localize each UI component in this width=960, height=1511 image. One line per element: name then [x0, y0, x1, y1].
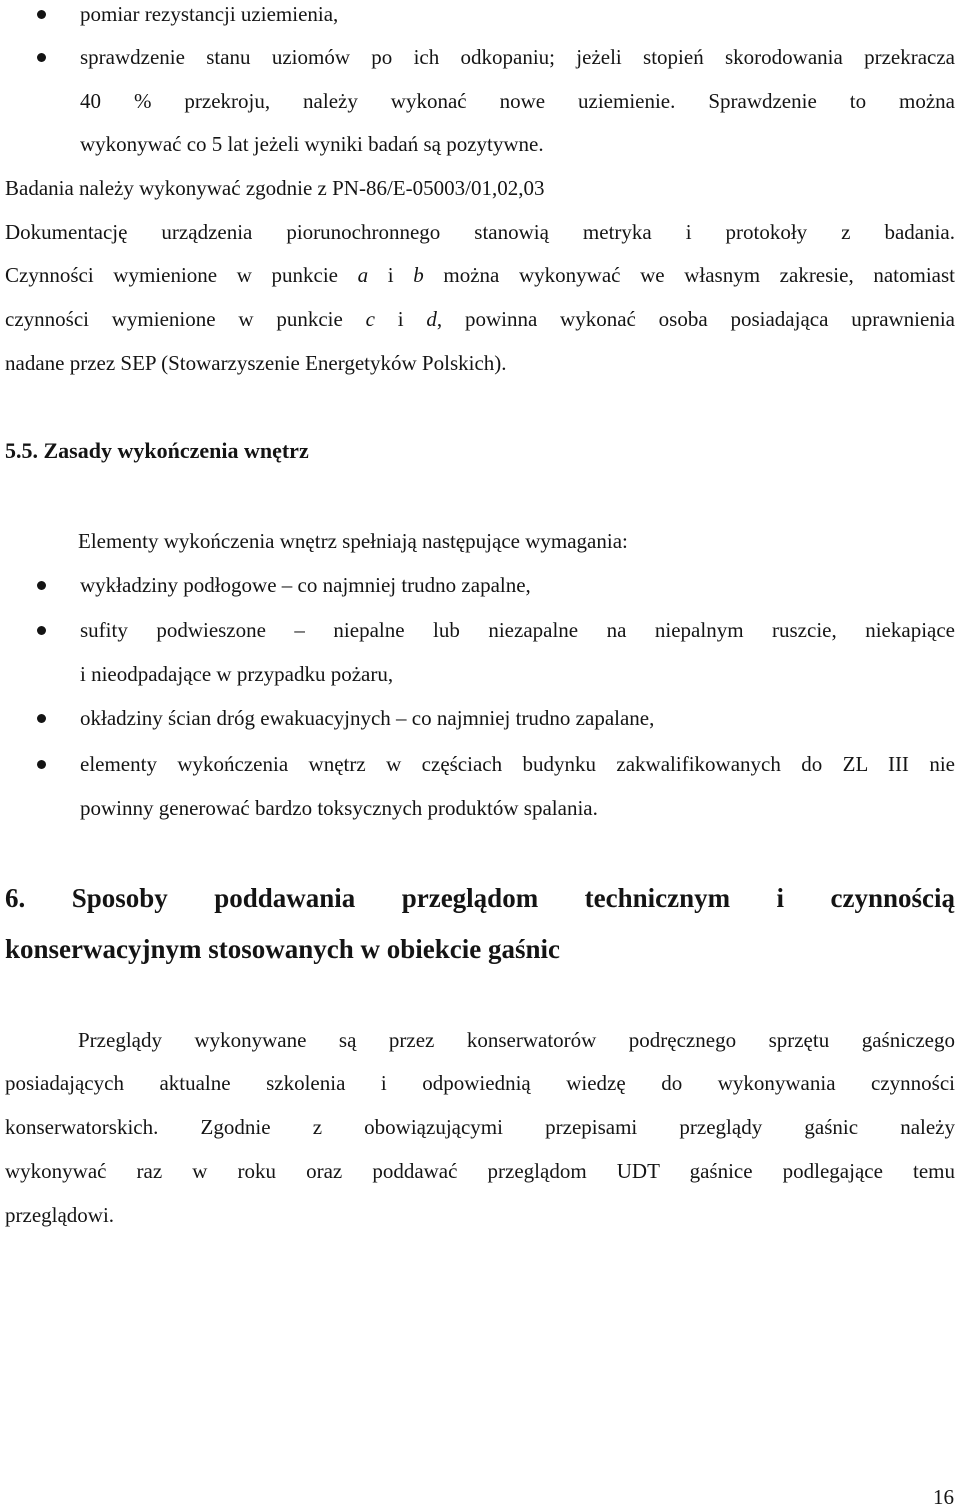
text-run: Czynności wymienione w punkcie: [5, 263, 358, 287]
variable-b: b: [413, 263, 424, 287]
paragraph-line: Dokumentację urządzenia piorunochronnego stanowią metryka i protokoły z badania.: [5, 220, 955, 244]
variable-a: a: [357, 263, 369, 287]
text-run: i: [368, 263, 414, 287]
paragraph-line: przeglądowi.: [5, 1203, 115, 1227]
list-item: wykładziny podłogowe – co najmniej trudno zapalne,: [80, 573, 531, 597]
list-item-continuation: 40 % przekroju, należy wykonać nowe uziemienie. Sprawdzenie to można: [80, 89, 955, 113]
paragraph-line: nadane przez SEP (Stowarzyszenie Energetyków Polskich).: [5, 351, 507, 375]
list-item: elementy wykończenia wnętrz w częściach budynku zakwalifikowanych do ZL III nie: [80, 752, 955, 776]
section-intro: Elementy wykończenia wnętrz spełniają następujące wymagania:: [78, 529, 628, 553]
paragraph-line: Badania należy wykonywać zgodnie z PN-86/E-05003/01,02,03: [5, 176, 545, 200]
text-run: i: [374, 307, 427, 331]
bullet-icon: [37, 581, 46, 590]
list-item: sufity podwieszone – niepalne lub niezapalne na niepalnym ruszcie, niekapiące: [80, 618, 955, 642]
text-run: , powinna wykonać osoba posiadająca uprawnienia: [436, 307, 955, 331]
list-item: okładziny ścian dróg ewakuacyjnych – co najmniej trudno zapalane,: [80, 706, 655, 730]
list-item: sprawdzenie stanu uziomów po ich odkopaniu; jeżeli stopień skorodowania przekracza: [80, 45, 955, 69]
section-heading-continuation: konserwacyjnym stosowanych w obiekcie gaśnic: [5, 934, 561, 964]
section-heading: 6. Sposoby poddawania przeglądom technicznym i czynnością: [5, 883, 955, 913]
bullet-icon: [37, 10, 46, 19]
bullet-icon: [37, 760, 46, 769]
list-item-continuation: i nieodpadające w przypadku pożaru,: [80, 662, 394, 686]
list-item-continuation: powinny generować bardzo toksycznych produktów spalania.: [80, 796, 598, 820]
paragraph-line: [5, 305, 955, 333]
variable-c: c: [365, 307, 375, 331]
paragraph-line: [5, 261, 955, 289]
list-item: pomiar rezystancji uziemienia,: [80, 2, 339, 26]
page-number: 16: [933, 1485, 954, 1509]
section-heading: 5.5. Zasady wykończenia wnętrz: [5, 438, 309, 463]
text-run: można wykonywać we własnym zakresie, natomiast: [423, 263, 955, 287]
paragraph-line: posiadających aktualne szkolenia i odpowiednią wiedzę do wykonywania czynności: [5, 1071, 955, 1095]
bullet-icon: [37, 714, 46, 723]
paragraph-line: Przeglądy wykonywane są przez konserwatorów podręcznego sprzętu gaśniczego: [78, 1028, 955, 1052]
paragraph-line: wykonywać raz w roku oraz poddawać przeglądom UDT gaśnice podlegające temu: [5, 1159, 955, 1183]
bullet-icon: [37, 53, 46, 62]
text-run: czynności wymienione w punkcie: [5, 307, 366, 331]
variable-d: d: [426, 307, 437, 331]
bullet-icon: [37, 626, 46, 635]
paragraph-line: konserwatorskich. Zgodnie z obowiązującymi przepisami przeglądy gaśnic należy: [5, 1115, 955, 1139]
list-item-continuation: wykonywać co 5 lat jeżeli wyniki badań są pozytywne.: [80, 132, 544, 156]
